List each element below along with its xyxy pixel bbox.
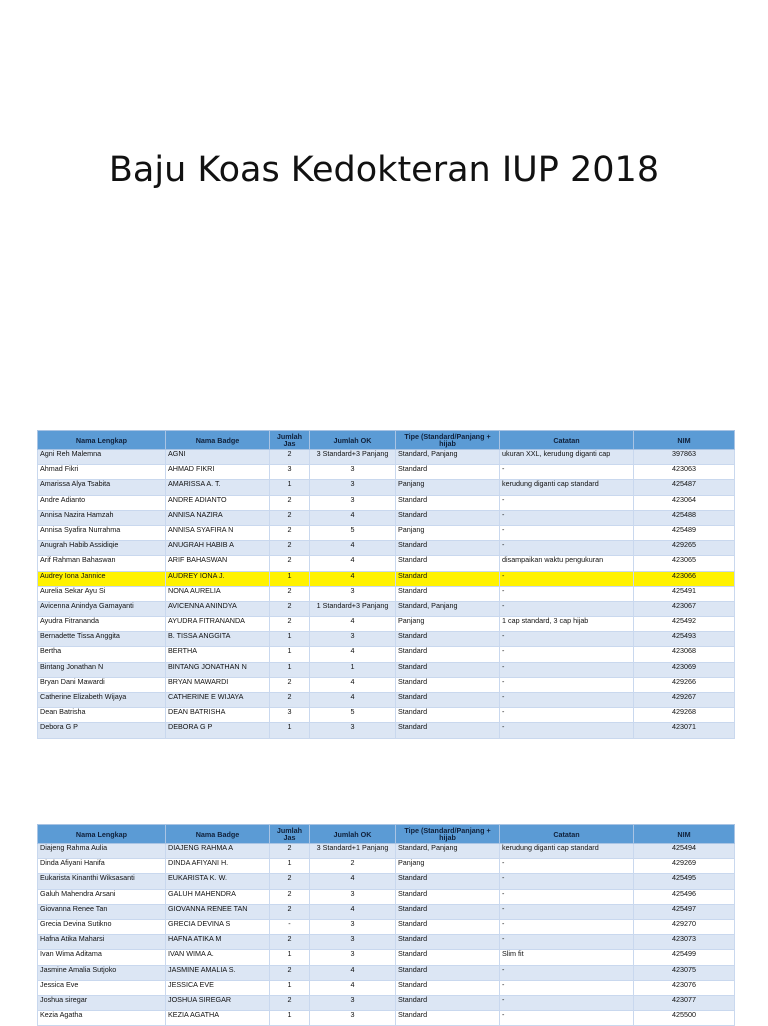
cell-note: - bbox=[500, 647, 634, 662]
cell-ok-count: 3 bbox=[310, 723, 396, 738]
table-row bbox=[38, 495, 735, 510]
cell-type: Standard bbox=[396, 889, 500, 904]
cell-ok-count: 4 bbox=[310, 965, 396, 980]
cell-ok-count: 4 bbox=[310, 677, 396, 692]
cell-full-name: Annisa Nazira Hamzah bbox=[38, 510, 166, 525]
cell-jacket-count: 2 bbox=[270, 601, 310, 616]
cell-ok-count: 3 bbox=[310, 889, 396, 904]
cell-jacket-count: 2 bbox=[270, 525, 310, 540]
cell-nim: 425491 bbox=[634, 586, 735, 601]
cell-note: - bbox=[500, 693, 634, 708]
cell-badge-name: B. TISSA ANGGITA bbox=[166, 632, 270, 647]
cell-badge-name: BERTHA bbox=[166, 647, 270, 662]
cell-badge-name: GRECIA DEVINA S bbox=[166, 919, 270, 934]
table-row bbox=[38, 723, 735, 738]
cell-full-name: Bernadette Tissa Anggita bbox=[38, 632, 166, 647]
cell-full-name: Kezia Agatha bbox=[38, 1011, 166, 1026]
cell-ok-count: 4 bbox=[310, 510, 396, 525]
cell-type: Standard, Panjang bbox=[396, 601, 500, 616]
table-row bbox=[38, 556, 735, 571]
cell-note: - bbox=[500, 723, 634, 738]
cell-type: Standard, Panjang bbox=[396, 450, 500, 465]
cell-note: - bbox=[500, 935, 634, 950]
cell-badge-name: AYUDRA FITRANANDA bbox=[166, 617, 270, 632]
cell-note: - bbox=[500, 541, 634, 556]
cell-badge-name: AUDREY IONA J. bbox=[166, 571, 270, 586]
column-header: Nama Lengkap bbox=[38, 431, 166, 450]
cell-badge-name: KEZIA AGATHA bbox=[166, 1011, 270, 1026]
table-row bbox=[38, 525, 735, 540]
cell-badge-name: NONA AURELIA bbox=[166, 586, 270, 601]
cell-badge-name: CATHERINE E WIJAYA bbox=[166, 693, 270, 708]
column-header: NIM bbox=[634, 825, 735, 844]
cell-ok-count: 1 bbox=[310, 662, 396, 677]
cell-ok-count: 3 bbox=[310, 919, 396, 934]
table-header-row bbox=[38, 825, 735, 844]
cell-note: - bbox=[500, 662, 634, 677]
cell-note: - bbox=[500, 904, 634, 919]
cell-jacket-count: 2 bbox=[270, 586, 310, 601]
cell-badge-name: EUKARISTA K. W. bbox=[166, 874, 270, 889]
cell-type: Standard bbox=[396, 980, 500, 995]
table-row bbox=[38, 480, 735, 495]
cell-jacket-count: 2 bbox=[270, 904, 310, 919]
cell-jacket-count: 2 bbox=[270, 693, 310, 708]
cell-badge-name: AMARISSA A. T. bbox=[166, 480, 270, 495]
cell-ok-count: 3 bbox=[310, 935, 396, 950]
cell-ok-count: 3 bbox=[310, 495, 396, 510]
cell-badge-name: DINDA AFIYANI H. bbox=[166, 859, 270, 874]
cell-full-name: Avicenna Anindya Gamayanti bbox=[38, 601, 166, 616]
cell-nim: 425488 bbox=[634, 510, 735, 525]
cell-ok-count: 3 Standard+1 Panjang bbox=[310, 844, 396, 859]
cell-jacket-count: 3 bbox=[270, 708, 310, 723]
cell-badge-name: ANNISA SYAFIRA N bbox=[166, 525, 270, 540]
cell-nim: 429269 bbox=[634, 859, 735, 874]
cell-full-name: Dean Batrisha bbox=[38, 708, 166, 723]
cell-full-name: Debora G P bbox=[38, 723, 166, 738]
cell-badge-name: AHMAD FIKRI bbox=[166, 465, 270, 480]
cell-type: Standard bbox=[396, 541, 500, 556]
cell-badge-name: JASMINE AMALIA S. bbox=[166, 965, 270, 980]
cell-nim: 429270 bbox=[634, 919, 735, 934]
cell-nim: 423064 bbox=[634, 495, 735, 510]
cell-full-name: Agni Reh Malemna bbox=[38, 450, 166, 465]
cell-full-name: Galuh Mahendra Arsani bbox=[38, 889, 166, 904]
cell-nim: 425495 bbox=[634, 874, 735, 889]
cell-jacket-count: 1 bbox=[270, 1011, 310, 1026]
cell-badge-name: AGNI bbox=[166, 450, 270, 465]
cell-type: Standard bbox=[396, 708, 500, 723]
cell-nim: 425497 bbox=[634, 904, 735, 919]
cell-note: - bbox=[500, 889, 634, 904]
cell-jacket-count: 2 bbox=[270, 495, 310, 510]
cell-note: Slim fit bbox=[500, 950, 634, 965]
cell-ok-count: 3 bbox=[310, 465, 396, 480]
cell-nim: 423068 bbox=[634, 647, 735, 662]
cell-full-name: Eukarista Kinanthi Wiksasanti bbox=[38, 874, 166, 889]
column-header: Tipe (Standard/Panjang + hijab bbox=[396, 431, 500, 450]
table-row bbox=[38, 980, 735, 995]
cell-full-name: Arif Rahman Bahaswan bbox=[38, 556, 166, 571]
cell-jacket-count: 1 bbox=[270, 632, 310, 647]
column-header: Nama Badge bbox=[166, 825, 270, 844]
cell-badge-name: DEBORA G P bbox=[166, 723, 270, 738]
table-row bbox=[38, 617, 735, 632]
cell-jacket-count: 2 bbox=[270, 965, 310, 980]
cell-jacket-count: 2 bbox=[270, 556, 310, 571]
cell-badge-name: ANUGRAH HABIB A bbox=[166, 541, 270, 556]
cell-type: Standard, Panjang bbox=[396, 844, 500, 859]
cell-nim: 423067 bbox=[634, 601, 735, 616]
table-row bbox=[38, 904, 735, 919]
cell-full-name: Bertha bbox=[38, 647, 166, 662]
cell-jacket-count: 2 bbox=[270, 541, 310, 556]
table-header-row bbox=[38, 431, 735, 450]
cell-full-name: Jessica Eve bbox=[38, 980, 166, 995]
cell-badge-name: DEAN BATRISHA bbox=[166, 708, 270, 723]
cell-full-name: Jasmine Amalia Sutjoko bbox=[38, 965, 166, 980]
cell-full-name: Annisa Syafira Nurrahma bbox=[38, 525, 166, 540]
cell-full-name: Diajeng Rahma Aulia bbox=[38, 844, 166, 859]
cell-note: - bbox=[500, 708, 634, 723]
table-row bbox=[38, 632, 735, 647]
cell-ok-count: 4 bbox=[310, 904, 396, 919]
cell-type: Panjang bbox=[396, 480, 500, 495]
cell-ok-count: 5 bbox=[310, 708, 396, 723]
cell-type: Standard bbox=[396, 556, 500, 571]
cell-note: disampaikan waktu pengukuran bbox=[500, 556, 634, 571]
cell-badge-name: BINTANG JONATHAN N bbox=[166, 662, 270, 677]
table-row bbox=[38, 935, 735, 950]
cell-note: - bbox=[500, 571, 634, 586]
cell-type: Standard bbox=[396, 510, 500, 525]
cell-ok-count: 4 bbox=[310, 647, 396, 662]
cell-ok-count: 4 bbox=[310, 617, 396, 632]
cell-nim: 425493 bbox=[634, 632, 735, 647]
cell-note: ukuran XXL, kerudung diganti cap bbox=[500, 450, 634, 465]
cell-full-name: Grecia Devina Sutikno bbox=[38, 919, 166, 934]
cell-nim: 425494 bbox=[634, 844, 735, 859]
cell-nim: 429265 bbox=[634, 541, 735, 556]
table-row bbox=[38, 647, 735, 662]
cell-jacket-count: 1 bbox=[270, 859, 310, 874]
cell-type: Standard bbox=[396, 950, 500, 965]
cell-type: Standard bbox=[396, 632, 500, 647]
cell-nim: 425499 bbox=[634, 950, 735, 965]
cell-note: 1 cap standard, 3 cap hijab bbox=[500, 617, 634, 632]
cell-badge-name: HAFNA ATIKA M bbox=[166, 935, 270, 950]
cell-type: Standard bbox=[396, 904, 500, 919]
cell-nim: 425496 bbox=[634, 889, 735, 904]
cell-ok-count: 3 Standard+3 Panjang bbox=[310, 450, 396, 465]
cell-jacket-count: 2 bbox=[270, 874, 310, 889]
cell-jacket-count: 2 bbox=[270, 995, 310, 1010]
cell-jacket-count: 1 bbox=[270, 980, 310, 995]
table-row bbox=[38, 965, 735, 980]
cell-note: - bbox=[500, 525, 634, 540]
cell-type: Standard bbox=[396, 495, 500, 510]
table-row bbox=[38, 919, 735, 934]
cell-type: Standard bbox=[396, 693, 500, 708]
cell-badge-name: DIAJENG RAHMA A bbox=[166, 844, 270, 859]
table-row bbox=[38, 859, 735, 874]
cell-full-name: Aurelia Sekar Ayu Si bbox=[38, 586, 166, 601]
cell-note: - bbox=[500, 919, 634, 934]
cell-note: - bbox=[500, 510, 634, 525]
column-header: Tipe (Standard/Panjang + hijab bbox=[396, 825, 500, 844]
cell-full-name: Catherine Elizabeth Wijaya bbox=[38, 693, 166, 708]
cell-type: Standard bbox=[396, 874, 500, 889]
cell-full-name: Andre Adianto bbox=[38, 495, 166, 510]
cell-ok-count: 3 bbox=[310, 632, 396, 647]
page-title: Baju Koas Kedokteran IUP 2018 bbox=[108, 150, 660, 190]
cell-jacket-count: 1 bbox=[270, 662, 310, 677]
cell-nim: 423069 bbox=[634, 662, 735, 677]
cell-note: - bbox=[500, 965, 634, 980]
cell-type: Standard bbox=[396, 919, 500, 934]
cell-full-name: Hafna Atika Maharsi bbox=[38, 935, 166, 950]
cell-note: - bbox=[500, 495, 634, 510]
cell-badge-name: GALUH MAHENDRA bbox=[166, 889, 270, 904]
cell-badge-name: ANNISA NAZIRA bbox=[166, 510, 270, 525]
cell-note: - bbox=[500, 1011, 634, 1026]
table-row bbox=[38, 541, 735, 556]
cell-type: Panjang bbox=[396, 617, 500, 632]
cell-jacket-count: 1 bbox=[270, 950, 310, 965]
cell-full-name: Ayudra Fitrananda bbox=[38, 617, 166, 632]
uniform-table-1 bbox=[37, 430, 735, 739]
cell-badge-name: AVICENNA ANINDYA bbox=[166, 601, 270, 616]
cell-ok-count: 4 bbox=[310, 556, 396, 571]
cell-badge-name: ARIF BAHASWAN bbox=[166, 556, 270, 571]
table-row bbox=[38, 693, 735, 708]
cell-nim: 429266 bbox=[634, 677, 735, 692]
column-header: Nama Lengkap bbox=[38, 825, 166, 844]
table-row bbox=[38, 995, 735, 1010]
cell-full-name: Dinda Afiyani Hanifa bbox=[38, 859, 166, 874]
cell-full-name: Anugrah Habib Assidiqie bbox=[38, 541, 166, 556]
cell-note: - bbox=[500, 586, 634, 601]
cell-note: - bbox=[500, 677, 634, 692]
cell-nim: 425489 bbox=[634, 525, 735, 540]
table-row bbox=[38, 465, 735, 480]
column-header: Jumlah OK bbox=[310, 825, 396, 844]
cell-type: Standard bbox=[396, 647, 500, 662]
column-header: NIM bbox=[634, 431, 735, 450]
cell-nim: 423066 bbox=[634, 571, 735, 586]
cell-jacket-count: 2 bbox=[270, 617, 310, 632]
cell-full-name: Bryan Dani Mawardi bbox=[38, 677, 166, 692]
cell-jacket-count: 1 bbox=[270, 723, 310, 738]
cell-nim: 425500 bbox=[634, 1011, 735, 1026]
cell-full-name: Ahmad Fikri bbox=[38, 465, 166, 480]
uniform-table-2 bbox=[37, 824, 735, 1026]
cell-type: Panjang bbox=[396, 525, 500, 540]
cell-type: Standard bbox=[396, 723, 500, 738]
cell-ok-count: 3 bbox=[310, 995, 396, 1010]
table-row bbox=[38, 889, 735, 904]
cell-ok-count: 3 bbox=[310, 950, 396, 965]
cell-type: Standard bbox=[396, 586, 500, 601]
cell-nim: 423065 bbox=[634, 556, 735, 571]
cell-full-name: Giovanna Renee Tan bbox=[38, 904, 166, 919]
cell-nim: 423077 bbox=[634, 995, 735, 1010]
cell-jacket-count: 2 bbox=[270, 510, 310, 525]
table-row bbox=[38, 571, 735, 586]
cell-type: Standard bbox=[396, 677, 500, 692]
cell-jacket-count: 3 bbox=[270, 465, 310, 480]
cell-badge-name: JOSHUA SIREGAR bbox=[166, 995, 270, 1010]
cell-note: kerudung diganti cap standard bbox=[500, 844, 634, 859]
column-header: Jumlah OK bbox=[310, 431, 396, 450]
column-header: Catatan bbox=[500, 825, 634, 844]
cell-type: Standard bbox=[396, 935, 500, 950]
cell-badge-name: JESSICA EVE bbox=[166, 980, 270, 995]
cell-note: kerudung diganti cap standard bbox=[500, 480, 634, 495]
cell-type: Standard bbox=[396, 1011, 500, 1026]
table-row bbox=[38, 601, 735, 616]
table-row bbox=[38, 708, 735, 723]
cell-ok-count: 4 bbox=[310, 541, 396, 556]
column-header: Catatan bbox=[500, 431, 634, 450]
cell-ok-count: 4 bbox=[310, 571, 396, 586]
cell-badge-name: GIOVANNA RENEE TAN bbox=[166, 904, 270, 919]
cell-ok-count: 3 bbox=[310, 1011, 396, 1026]
cell-nim: 423071 bbox=[634, 723, 735, 738]
cell-jacket-count: - bbox=[270, 919, 310, 934]
cell-full-name: Ivan Wima Aditama bbox=[38, 950, 166, 965]
cell-full-name: Bintang Jonathan N bbox=[38, 662, 166, 677]
cell-ok-count: 4 bbox=[310, 874, 396, 889]
cell-type: Standard bbox=[396, 465, 500, 480]
table-row bbox=[38, 1011, 735, 1026]
cell-nim: 423076 bbox=[634, 980, 735, 995]
cell-ok-count: 4 bbox=[310, 693, 396, 708]
cell-note: - bbox=[500, 632, 634, 647]
cell-note: - bbox=[500, 601, 634, 616]
cell-badge-name: IVAN WIMA A. bbox=[166, 950, 270, 965]
column-header: Jumlah Jas bbox=[270, 825, 310, 844]
cell-jacket-count: 2 bbox=[270, 677, 310, 692]
table-row bbox=[38, 586, 735, 601]
table-row bbox=[38, 662, 735, 677]
cell-note: - bbox=[500, 859, 634, 874]
cell-type: Standard bbox=[396, 995, 500, 1010]
column-header: Jumlah Jas bbox=[270, 431, 310, 450]
cell-nim: 425487 bbox=[634, 480, 735, 495]
cell-ok-count: 3 bbox=[310, 586, 396, 601]
table-row bbox=[38, 450, 735, 465]
cell-note: - bbox=[500, 465, 634, 480]
table-row bbox=[38, 874, 735, 889]
cell-type: Standard bbox=[396, 965, 500, 980]
cell-ok-count: 4 bbox=[310, 980, 396, 995]
cell-jacket-count: 2 bbox=[270, 935, 310, 950]
cell-type: Standard bbox=[396, 662, 500, 677]
cell-nim: 423063 bbox=[634, 465, 735, 480]
cell-note: - bbox=[500, 995, 634, 1010]
cell-jacket-count: 2 bbox=[270, 450, 310, 465]
cell-badge-name: ANDRE ADIANTO bbox=[166, 495, 270, 510]
cell-ok-count: 3 bbox=[310, 480, 396, 495]
cell-nim: 423073 bbox=[634, 935, 735, 950]
cell-type: Panjang bbox=[396, 859, 500, 874]
cell-type: Standard bbox=[396, 571, 500, 586]
cell-nim: 397863 bbox=[634, 450, 735, 465]
table-row bbox=[38, 844, 735, 859]
cell-jacket-count: 1 bbox=[270, 480, 310, 495]
cell-jacket-count: 2 bbox=[270, 889, 310, 904]
table-row bbox=[38, 510, 735, 525]
cell-nim: 429268 bbox=[634, 708, 735, 723]
cell-jacket-count: 1 bbox=[270, 647, 310, 662]
cell-jacket-count: 2 bbox=[270, 844, 310, 859]
table-row bbox=[38, 950, 735, 965]
cell-jacket-count: 1 bbox=[270, 571, 310, 586]
cell-full-name: Amarissa Alya Tsabita bbox=[38, 480, 166, 495]
cell-ok-count: 2 bbox=[310, 859, 396, 874]
cell-nim: 425492 bbox=[634, 617, 735, 632]
column-header: Nama Badge bbox=[166, 431, 270, 450]
cell-full-name: Audrey Iona Jannice bbox=[38, 571, 166, 586]
cell-full-name: Joshua siregar bbox=[38, 995, 166, 1010]
cell-ok-count: 1 Standard+3 Panjang bbox=[310, 601, 396, 616]
cell-nim: 429267 bbox=[634, 693, 735, 708]
cell-note: - bbox=[500, 980, 634, 995]
cell-badge-name: BRYAN MAWARDI bbox=[166, 677, 270, 692]
cell-ok-count: 5 bbox=[310, 525, 396, 540]
table-row bbox=[38, 677, 735, 692]
cell-nim: 423075 bbox=[634, 965, 735, 980]
cell-note: - bbox=[500, 874, 634, 889]
